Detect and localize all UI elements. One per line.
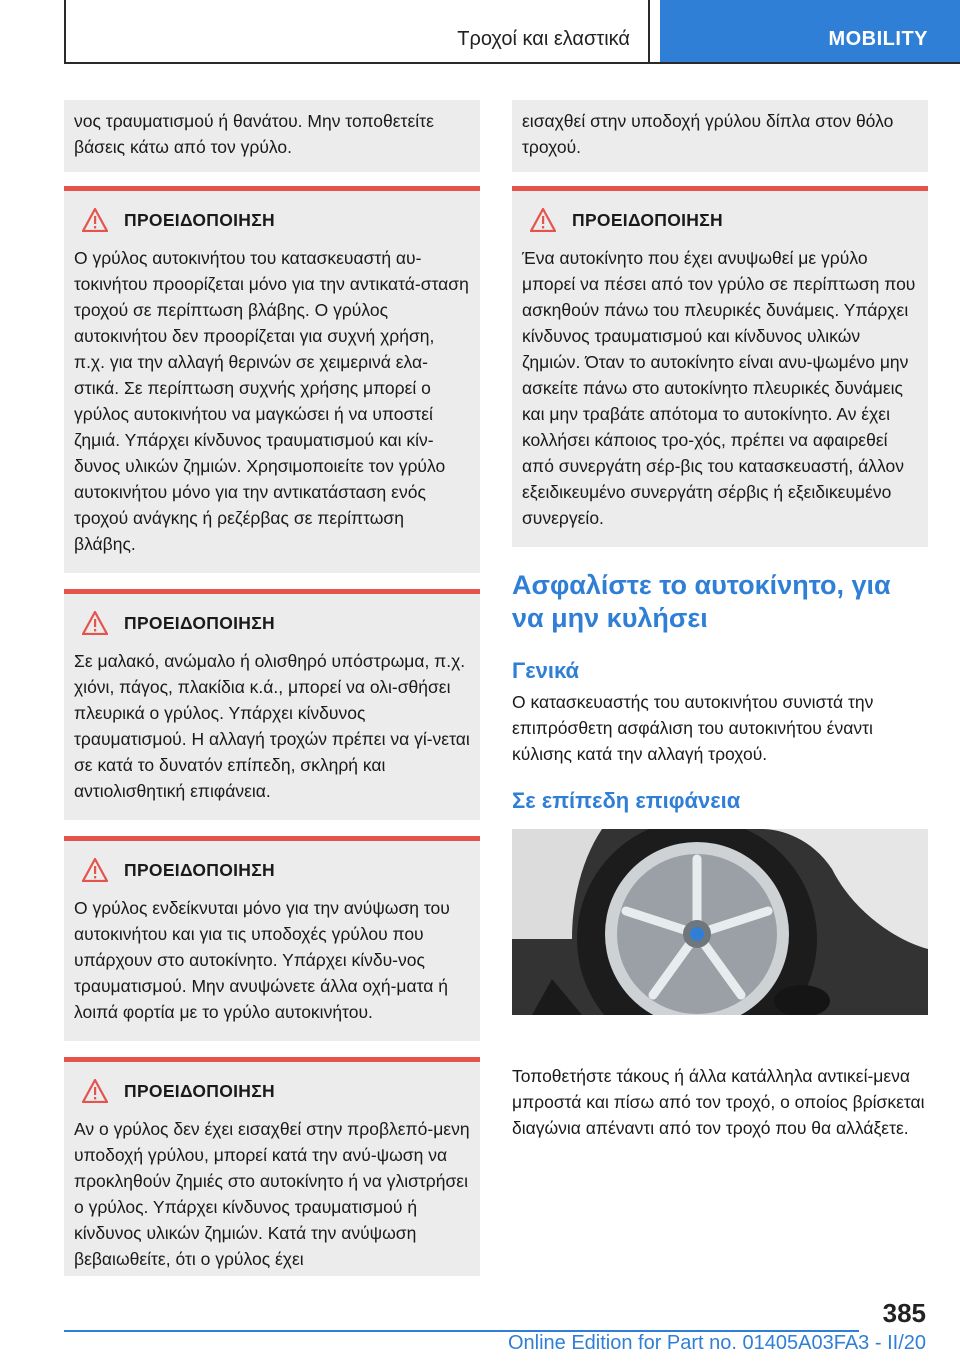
warning-box — [64, 836, 480, 1041]
left-column — [64, 100, 480, 1276]
wheel-illustration — [512, 829, 928, 1015]
warning-title: ΠΡΟΕΙΔΟΠΟΙΗΣΗ — [124, 613, 275, 633]
continued-text: εισαχθεί στην υποδοχή γρύλου δίπλα στον θόλο τροχού. — [522, 111, 894, 157]
header-rule — [64, 62, 960, 64]
right-column — [512, 100, 928, 1141]
warning-triangle-icon — [82, 208, 108, 232]
warning-text: Ο γρύλος ενδείκνυται μόνο για την ανύψωση του αυτοκινήτου και για τις υποδοχές γρύλου που υπάρχουν στο αυτοκίνητο. Υπάρχει κίνδυ-νος τραυματισμού. Μην ανυψώνετε άλλα οχή-ματα ή λοιπά φορτία με το γρύλο αυτοκινήτου. — [74, 898, 450, 1022]
section-title: Τροχοί και ελαστικά — [457, 28, 630, 50]
warning-triangle-icon — [82, 611, 108, 635]
edition-text: Online Edition for Part no. 01405A03FA3 - II/20 — [507, 1332, 926, 1354]
continued-text-box — [512, 100, 928, 172]
warning-header — [74, 594, 470, 652]
warning-box — [64, 186, 480, 573]
photo-caption: Τοποθετήστε τάκους ή άλλα κατάλληλα αντικεί-μενα μπροστά και πίσω από τον τροχό, ο οποίος βρίσκεται διαγώνια απέναντι από τον τροχό που θα αλλάξετε. — [512, 1066, 925, 1138]
warning-triangle-icon — [82, 858, 108, 882]
warning-triangle-icon — [82, 1079, 108, 1103]
continued-text-box — [64, 100, 480, 172]
warning-title: ΠΡΟΕΙΔΟΠΟΙΗΣΗ — [124, 860, 275, 880]
general-text: Ο κατασκευαστής του αυτοκινήτου συνιστά την επιπρόσθετη ασφάλιση του αυτοκινήτου έναντι κύλισης κατά την αλλαγή τροχού. — [512, 692, 874, 764]
subheading-general: Γενικά — [512, 658, 580, 683]
warning-header — [74, 191, 470, 249]
header-mid-divider — [648, 0, 650, 64]
subheading-level-surface: Σε επίπεδη επιφάνεια — [512, 788, 741, 813]
warning-text: Ο γρύλος αυτοκινήτου του κατασκευαστή αυ-τοκινήτου προορίζεται μόνο για την αντικατά-σταση τροχού σε περίπτωση βλάβης. Ο γρύλος αυτοκινήτου δεν προορίζεται για συχνή χρήση, π.χ. για την αλλαγή θερινών σε χειμερινά ελα-στικά. Σε περίπτωση συχνής χρήσης μπορεί ο γρύλος αυτοκινήτου να μαγκώσει ή να υποστεί ζημιά. Υπάρχει κίνδυνος τραυματισμού και κίν-δυνος υλικών ζημιών. Χρησιμοποιείτε τον γρύλο αυτοκινήτου μόνο για την αντικατάσταση ενός τροχού ανάγκης ή ρεζέρβας σε περίπτωση βλάβης. — [74, 248, 469, 554]
page-number: 385 — [882, 1298, 926, 1328]
header-left-divider — [64, 0, 66, 64]
chapter-tab-label: MOBILITY — [828, 28, 928, 50]
chapter-tab[interactable] — [660, 0, 960, 62]
warning-header — [74, 1062, 470, 1120]
warning-title: ΠΡΟΕΙΔΟΠΟΙΗΣΗ — [572, 210, 723, 230]
continued-text: νος τραυματισμού ή θανάτου. Μην τοποθετείτε βάσεις κάτω από τον γρύλο. — [74, 111, 434, 157]
warning-triangle-icon — [530, 208, 556, 232]
warning-text: Ένα αυτοκίνητο που έχει ανυψωθεί με γρύλο μπορεί να πέσει από τον γρύλο σε περίπτωση που ασκηθούν πάνω του πλευρικές δυνάμεις. Υπάρχει κίνδυνος τραυματισμού και κίνδυνος υλικών ζημιών. Όταν το αυτοκίνητο είναι ανυ-ψωμένο μην ασκείτε πάνω στο αυτοκίνητο πλευρικές δυνάμεις και μην τραβάτε απότομα το αυτοκίνητο. Αν έχει κολλήσει κάποιος τρο-χός, πρέπει να αφαιρεθεί από συνεργάτη σέρ-βις του κατασκευαστή, άλλον εξειδικευμένο συνεργάτη σέρβις ή εξειδικευμένο συνεργείο. — [522, 248, 916, 528]
warning-title: ΠΡΟΕΙΔΟΠΟΙΗΣΗ — [124, 210, 275, 230]
warning-title: ΠΡΟΕΙΔΟΠΟΙΗΣΗ — [124, 1081, 275, 1101]
warning-text: Σε μαλακό, ανώμαλο ή ολισθηρό υπόστρωμα, π.χ. χιόνι, πάγος, πλακίδια κ.ά., μπορεί να ολι-σθήσει πλευρικά ο γρύλος. Υπάρχει κίνδυνος τραυματισμού. Η αλλαγή τροχών πρέπει να γί-νεται σε κατά το δυνατόν επίπεδη, σκληρή και αντιολισθητική επιφάνεια. — [74, 651, 470, 801]
warning-box — [64, 1057, 480, 1276]
warning-header — [74, 841, 470, 899]
warning-box — [512, 186, 928, 547]
warning-header — [522, 191, 918, 249]
section-heading: Ασφαλίστε το αυτοκίνητο, για να μην κυλήσει — [512, 570, 891, 633]
wheel-photo — [512, 829, 928, 1015]
warning-box — [64, 589, 480, 820]
warning-text: Αν ο γρύλος δεν έχει εισαχθεί στην προβλεπό-μενη υποδοχή γρύλου, μπορεί κατά την ανύ-ψωση να προκληθούν ζημιές στο αυτοκίνητο ή να γλιστρήσει ο γρύλος. Υπάρχει κίνδυνος τραυματισμού ή κίνδυνος υλικών ζημιών. Κατά την ανύψωση βεβαιωθείτε, ότι ο γρύλος έχει — [74, 1119, 470, 1269]
